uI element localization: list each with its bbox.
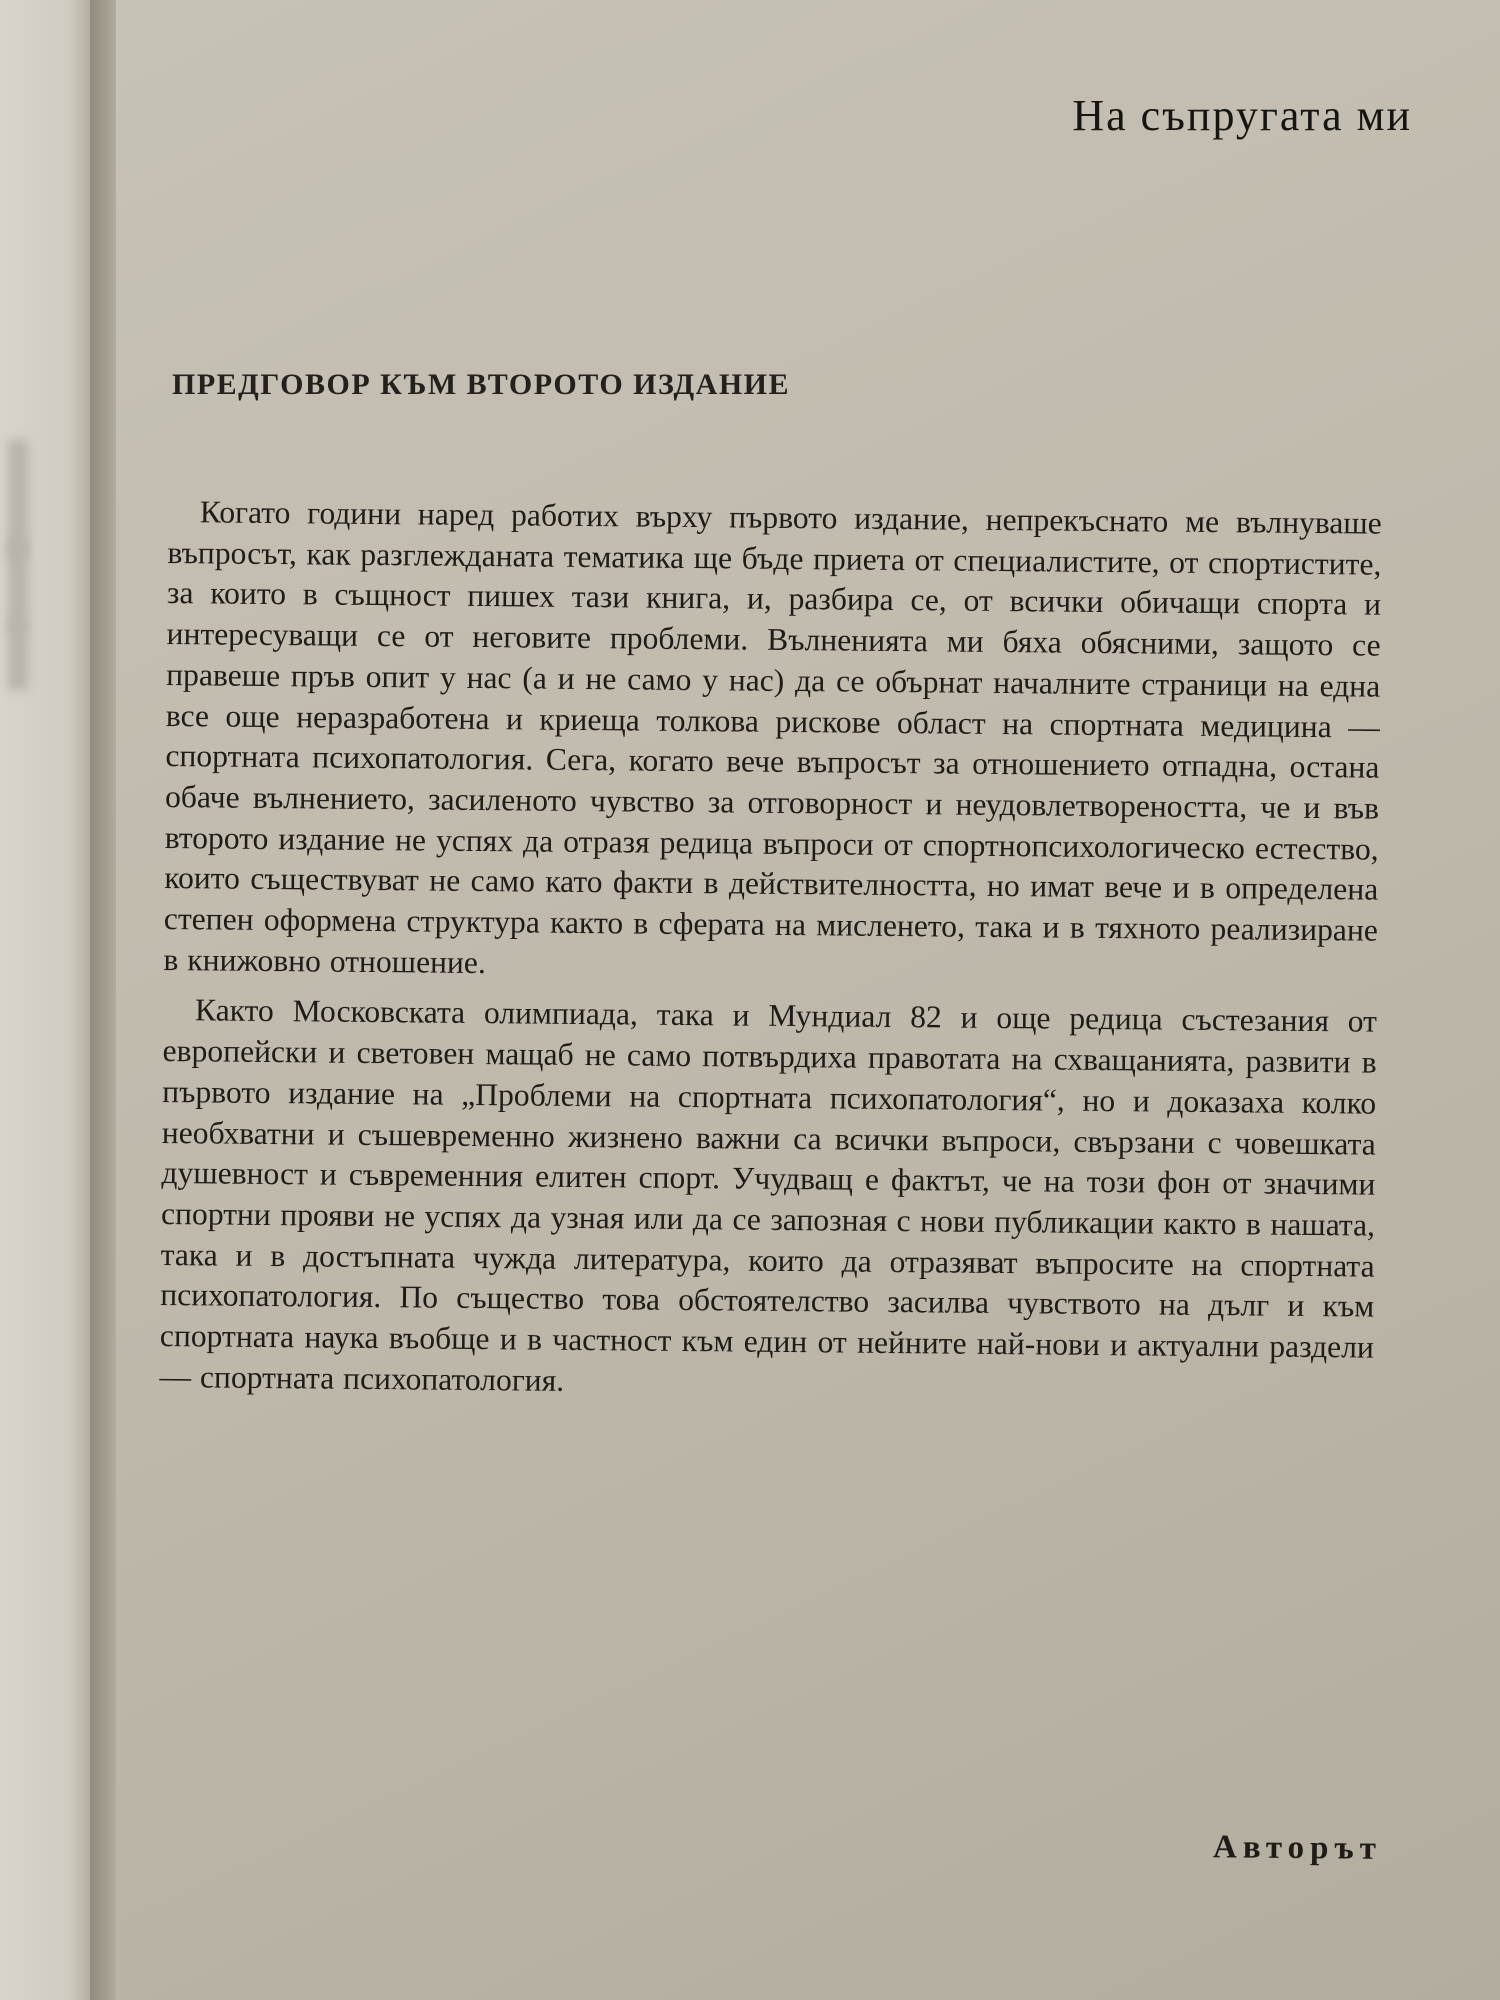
paragraph-1: Когато години наред работих върху първото издание, непрекъснато ме вълнуваше въпросът, как разглежданата тематика ще бъде приета от специалистите, от спортистите, за които в същност пишех тази книга, и, разбира се, от всички обичащи спорта и интересуващи се от неговите проблеми. Вълненията ми бяха обясними, защото се правеше пръв опит у нас (а и не само у нас) да се обърнат началните страници на една все още неразработена и криеща толкова рискове област на спортната медицина — спортната психопатология. Сега, когато вече въпросът за отношението отпадна, остана обаче вълнението, засиленото чувство за отговорност и неудовлетвореността, че и във второто издание не успях да отразя редица въпроси от спортнопсихологическо естество, които съществуват не само като факти в действителността, но имат вече и в определена степен оформена структура както в сферата на мисленето, така и в тяхното реализиране в книжовно отношение.	[163, 494, 1382, 980]
paragraph-2: Както Московската олимпиада, така и Мундиал 82 и още редица състезания от европейски и световен мащаб не само потвърдиха правотата на схващанията, развити в първото издание на „Проблеми на спортната психопатология“, но и доказаха колко необхватни и съшевременно жизнено важни са всички въпроси, свързани с човешката душевност и съвременния елитен спорт. Учудващ е фактът, че на този фон от значими спортни прояви не успях да узная или да се запозная с нови публикации както в нашата, така и в достъпната чужда литература, които да отразяват въпросите на спортната психопатология. По същество това обстоятелство засилва чувството на дълг и към спортната наука въобще и в частност към един от нейните най-нови и актуални раздели — спортната психопатология.	[159, 992, 1378, 1398]
section-heading: ПРЕДГОВОР КЪМ ВТОРОТО ИЗДАНИЕ	[172, 368, 790, 401]
adjacent-page-ghost-mark	[8, 620, 28, 690]
dedication: На съпругата ми	[1072, 91, 1412, 140]
author-signature: Авторът	[1212, 1829, 1383, 1867]
preface-body	[159, 492, 1382, 1419]
adjacent-page-edge	[0, 0, 98, 2000]
book-page	[116, 0, 1500, 2000]
adjacent-page-ghost-mark	[8, 540, 28, 630]
